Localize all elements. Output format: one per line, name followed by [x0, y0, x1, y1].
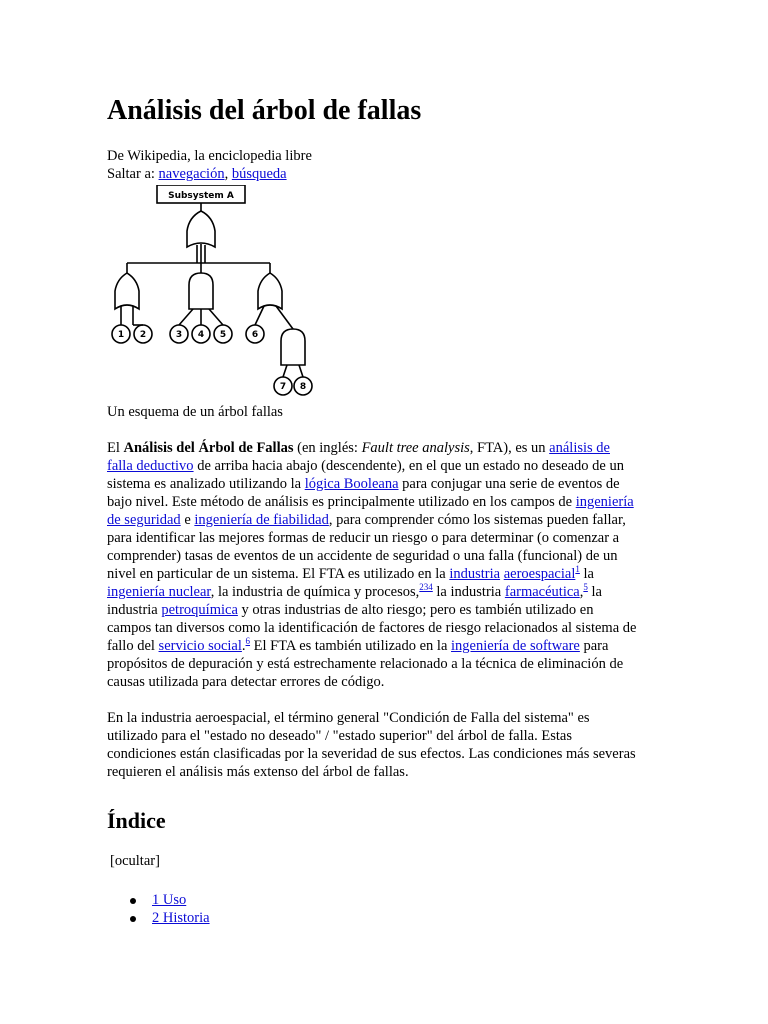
link-deductive-analysis[interactable]: análisis de falla deductivo	[107, 440, 610, 474]
jump-prefix: Saltar a:	[107, 166, 159, 182]
text: e	[180, 512, 195, 528]
link-petrochemical[interactable]: petroquímica	[161, 602, 238, 618]
or-gate-icon	[187, 211, 215, 247]
text: El	[107, 440, 124, 456]
top-event-label: Subsystem A	[168, 191, 234, 201]
italic-term: Fault tree analysis	[361, 440, 470, 456]
text: la industria	[432, 584, 505, 600]
link-reliability-engineering[interactable]: ingeniería de fiabilidad	[194, 512, 329, 528]
ref-link[interactable]: 5	[583, 582, 588, 593]
article-meta	[107, 147, 637, 183]
bold-term: Análisis del Árbol de Fallas	[123, 440, 294, 456]
fault-tree-figure	[107, 185, 317, 401]
toc-item	[107, 909, 637, 927]
link-software-engineering[interactable]: ingeniería de software	[451, 638, 580, 654]
event-node-label: 7	[279, 382, 287, 392]
link-social-service[interactable]: servicio social	[158, 638, 242, 654]
text: y otras industrias de alto riesgo; pero es también utilizado en campos tan diversos como la identificación de factores de riesgo relacionados al sistema de fallo del	[107, 602, 637, 654]
text: la	[579, 566, 594, 582]
text: para conjugar una serie de eventos de bajo nivel. Este método de análisis es principalmente utilizado en los campos de	[107, 476, 620, 510]
bullet-icon	[130, 916, 136, 922]
text: , la industria de química y procesos,	[210, 584, 420, 600]
link-industry[interactable]: industria	[449, 566, 501, 582]
text: , FTA), es un	[469, 440, 550, 456]
search-link[interactable]: búsqueda	[231, 166, 287, 182]
toc-list	[107, 891, 637, 927]
toc-heading: Índice	[107, 808, 166, 833]
ref-link[interactable]: 6	[245, 636, 251, 647]
ref-link[interactable]: 1	[575, 564, 580, 575]
fault-tree-diagram	[107, 185, 317, 401]
toc-item	[107, 891, 637, 909]
text: , para comprender cómo los sistemas pueden fallar, para identificar las mejores formas de reducir un riesgo o para determinar (o comenzar a comprender) tasas de eventos de un accidente de seguridad o una falla (funcional) de un nivel en particular de un sistema. El FTA es utilizado en la	[107, 512, 626, 582]
text: la industria	[107, 584, 602, 618]
link-nuclear-engineering[interactable]: ingeniería nuclear	[107, 584, 211, 600]
text: .	[241, 638, 246, 654]
toc-link-uso[interactable]: 1 Uso	[152, 892, 187, 908]
ref-link[interactable]: 234	[419, 582, 433, 593]
link-boolean-logic[interactable]: lógica Booleana	[304, 476, 399, 492]
event-node-label: 2	[139, 330, 147, 340]
link-safety-engineering[interactable]: ingeniería de seguridad	[107, 494, 634, 528]
text: de arriba hacia abajo (descendente), en el que un estado no deseado de un sistema es analizado utilizando la	[107, 458, 624, 492]
toc-toggle[interactable]: [ocultar]	[110, 853, 160, 869]
or-gate-icon	[258, 273, 282, 309]
navigation-link[interactable]: navegación	[158, 166, 225, 182]
and-gate-icon	[281, 329, 305, 365]
event-node-label: 5	[219, 330, 227, 340]
intro-paragraph	[107, 439, 637, 691]
text: para propósitos de depuración y está estrechamente relacionado a la técnica de eliminación de causas utilizada para detectar errores de código.	[107, 638, 624, 690]
figure-caption: Un esquema de un árbol fallas	[107, 404, 283, 420]
event-node-label: 3	[175, 330, 183, 340]
text: (en inglés:	[293, 440, 362, 456]
link-pharmaceutical[interactable]: farmacéutica	[504, 584, 580, 600]
text: El FTA es también utilizado en la	[250, 638, 452, 654]
event-node-label: 1	[117, 330, 125, 340]
event-node-label: 4	[197, 330, 205, 340]
link-aerospace[interactable]: aeroespacial	[503, 566, 576, 582]
text: ,	[579, 584, 584, 600]
tagline: De Wikipedia, la enciclopedia libre	[107, 148, 312, 164]
bullet-icon	[130, 898, 136, 904]
jump-separator: ,	[224, 166, 232, 182]
toc-link-historia[interactable]: 2 Historia	[152, 910, 210, 926]
article-content	[107, 92, 637, 927]
and-gate-icon	[189, 273, 213, 309]
event-node-label: 6	[251, 330, 259, 340]
jump-links	[107, 165, 637, 183]
page-title: Análisis del árbol de fallas	[107, 95, 422, 126]
or-gate-icon	[115, 273, 139, 309]
aerospace-paragraph: En la industria aeroespacial, el término general "Condición de Falla del sistema" es utilizado para el "estado no deseado" / "estado superior" del árbol de falla. Estas condiciones están clasificadas por la severidad de sus efectos. Las condiciones más severas requieren el análisis más extenso del árbol de fallas.	[107, 710, 636, 780]
event-node-label: 8	[299, 382, 307, 392]
